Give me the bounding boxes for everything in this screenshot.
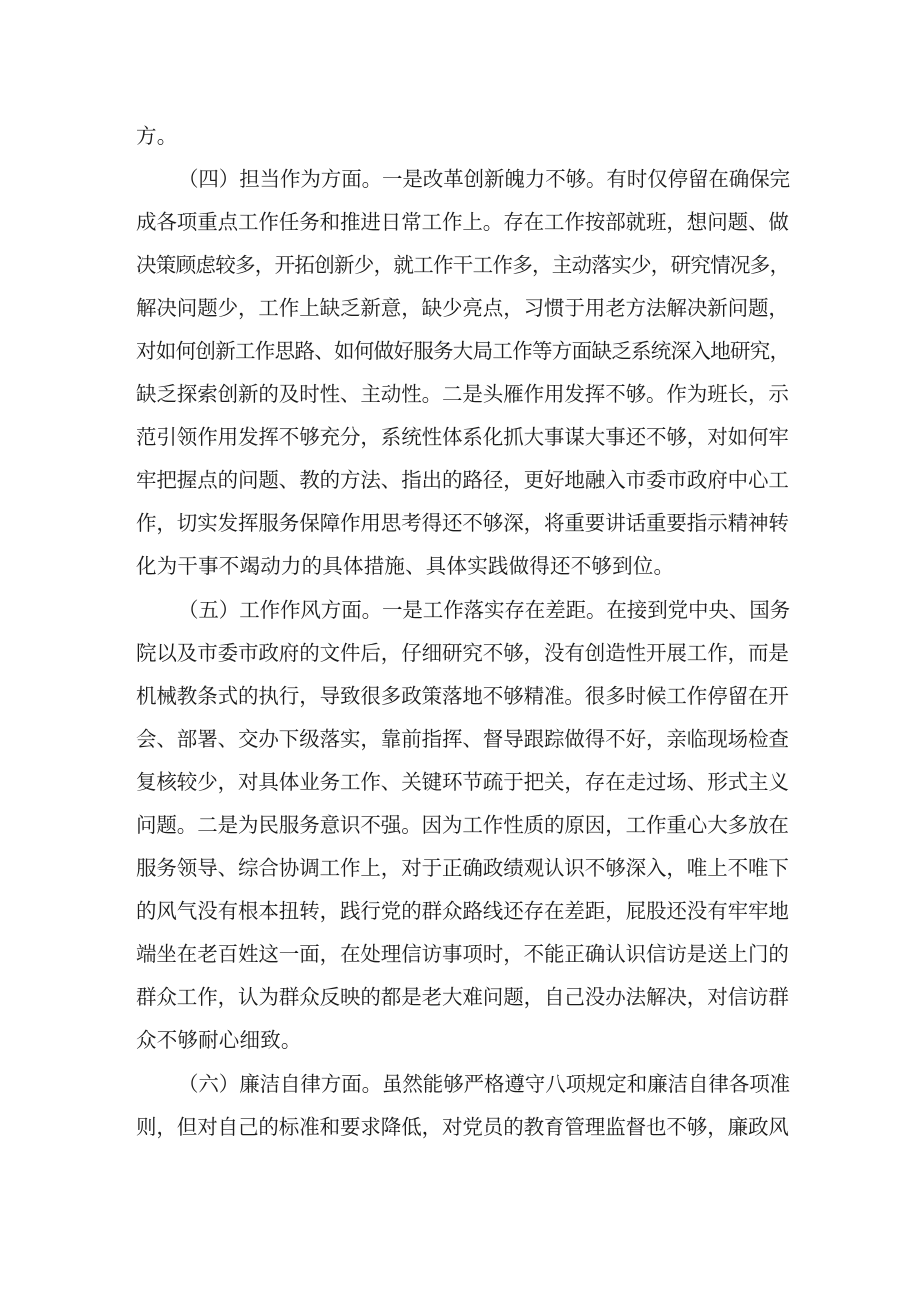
text-line: 范引领作用发挥不够充分，系统性体系化抓大事谋大事还不够，对如何牢 <box>136 425 789 449</box>
text-line: 成各项重点工作任务和推进日常工作上。存在工作按部就班，想问题、做 <box>136 210 789 234</box>
text-line: 缺乏探索创新的及时性、主动性。二是头雁作用发挥不够。作为班长，示 <box>136 382 789 406</box>
text-line: 众不够耐心细致。 <box>136 1028 302 1052</box>
text-line: 会、部署、交办下级落实，靠前指挥、督导跟踪做得不好，亲临现场检查 <box>136 727 789 751</box>
text-line: 服务领导、综合协调工作上，对于正确政绩观认识不够深入，唯上不唯下 <box>136 856 789 880</box>
text-line: 化为干事不竭动力的具体措施、具体实践做得还不够到位。 <box>136 554 675 578</box>
text-line: 问题。二是为民服务意识不强。因为工作性质的原因，工作重心大多放在 <box>136 813 789 837</box>
text-line: 复核较少，对具体业务工作、关键环节疏于把关，存在走过场、形式主义 <box>136 770 789 794</box>
section-heading-line: （四）担当作为方面。一是改革创新魄力不够。有时仅停留在确保完 <box>178 167 790 191</box>
text-line: 群众工作，认为群众反映的都是老大难问题，自己没办法解决，对信访群 <box>136 985 789 1009</box>
text-line: 方。 <box>136 124 178 148</box>
text-line: 则，但对自己的标准和要求降低，对党员的教育管理监督也不够，廉政风 <box>136 1115 789 1139</box>
text-line: 机械教条式的执行，导致很多政策落地不够精准。很多时候工作停留在开 <box>136 684 789 708</box>
text-line: 决策顾虑较多，开拓创新少，就工作干工作多，主动落实少，研究情况多， <box>136 253 790 277</box>
text-line: 解决问题少，工作上缺乏新意，缺少亮点，习惯于用老方法解决新问题， <box>136 296 789 320</box>
text-line: 牢把握点的问题、教的方法、指出的路径，更好地融入市委市政府中心工 <box>136 468 789 492</box>
text-line: 作，切实发挥服务保障作用思考得还不够深，将重要讲话重要指示精神转 <box>136 511 789 535</box>
section-heading-line: （六）廉洁自律方面。虽然能够严格遵守八项规定和廉洁自律各项准 <box>178 1072 790 1096</box>
text-line: 端坐在老百姓这一面，在处理信访事项时，不能正确认识信访是送上门的 <box>136 942 789 966</box>
text-line: 院以及市委市政府的文件后，仔细研究不够，没有创造性开展工作，而是 <box>136 641 789 665</box>
text-line: 对如何创新工作思路、如何做好服务大局工作等方面缺乏系统深入地研究， <box>136 339 790 363</box>
section-heading-line: （五）工作作风方面。一是工作落实存在差距。在接到党中央、国务 <box>178 598 790 622</box>
text-line: 的风气没有根本扭转，践行党的群众路线还存在差距，屁股还没有牢牢地 <box>136 899 789 923</box>
